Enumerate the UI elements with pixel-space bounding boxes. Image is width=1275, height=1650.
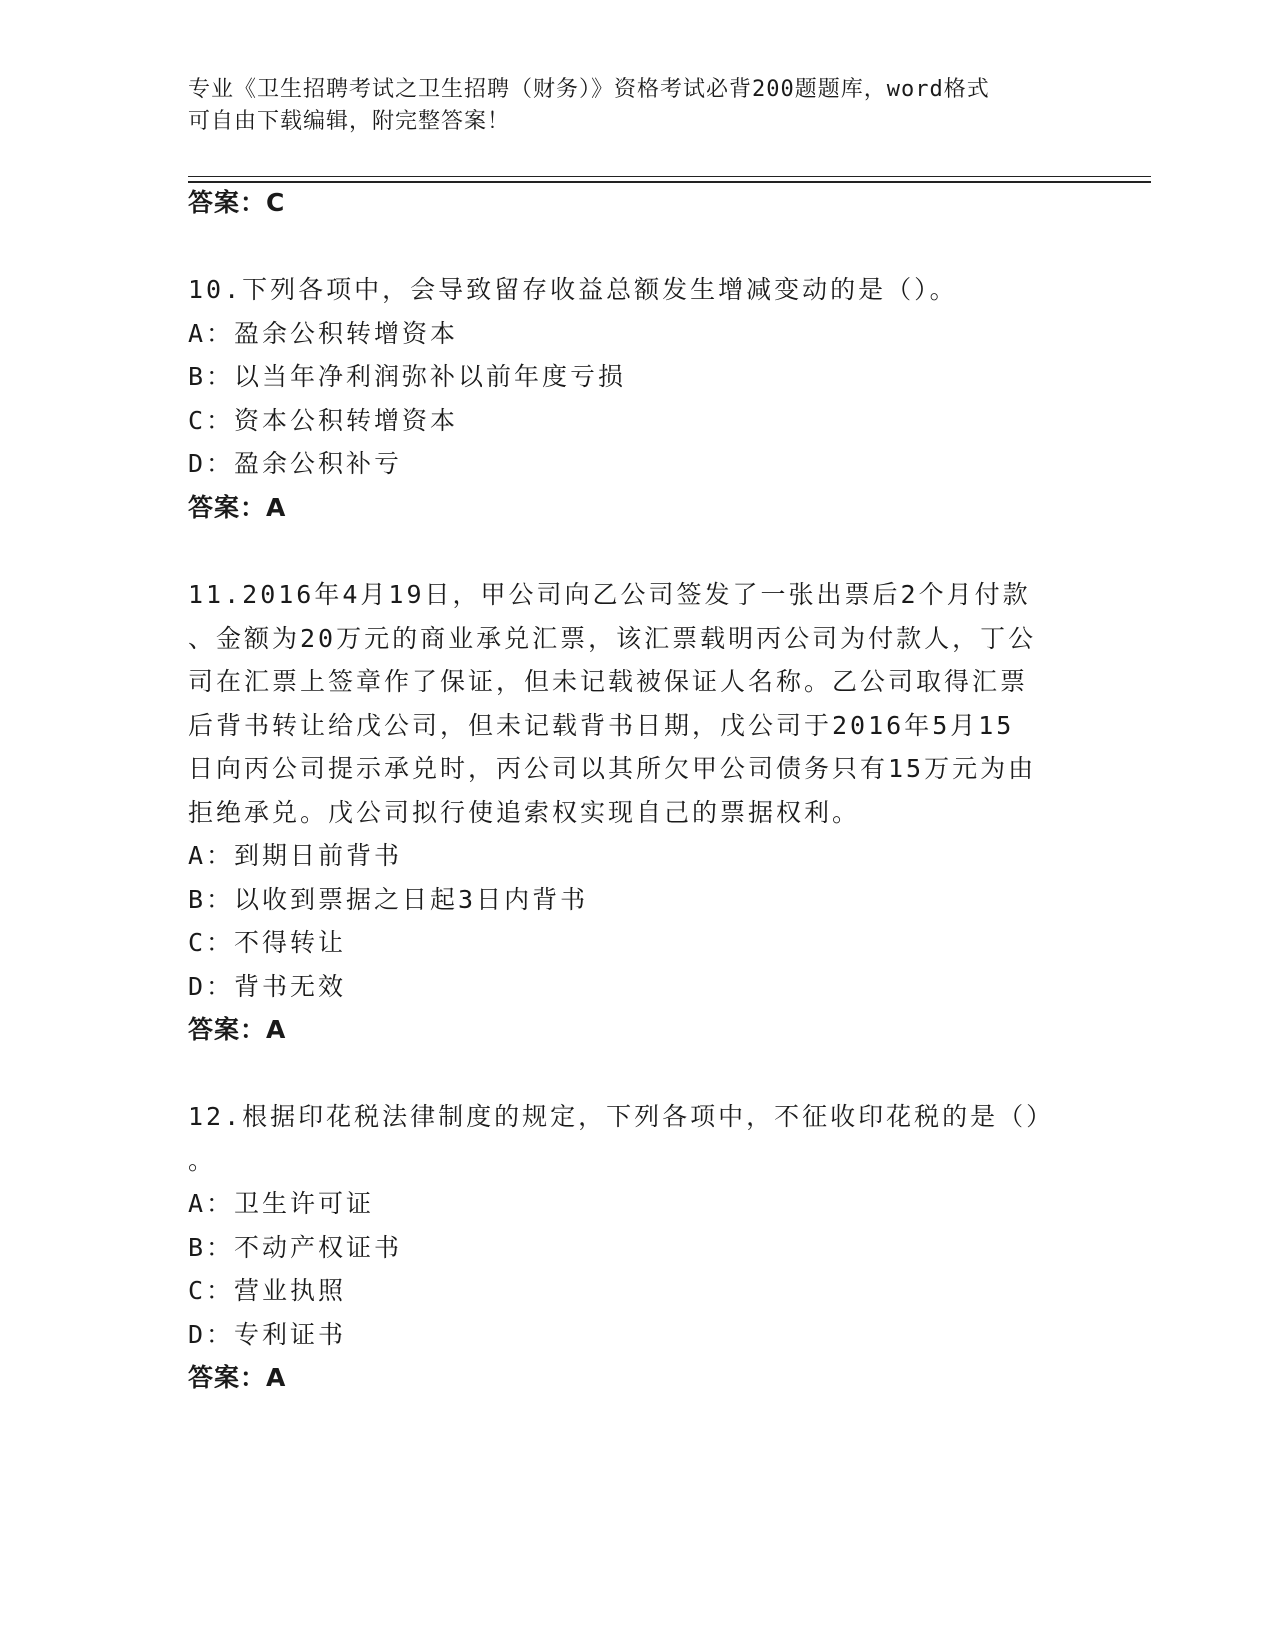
document-header <box>188 74 1088 138</box>
question-11-option-d: D：背书无效 <box>188 972 347 1001</box>
question-12-stem-line-2: 。 <box>188 1146 217 1175</box>
question-12-answer: 答案：A <box>188 1363 287 1392</box>
question-10-option-b: B：以当年净利润弥补以前年度亏损 <box>188 362 627 391</box>
header-line-2: 可自由下载编辑，附完整答案！ <box>188 109 511 134</box>
question-12-option-a: A：卫生许可证 <box>188 1189 375 1218</box>
question-12-option-c: C：营业执照 <box>188 1276 347 1305</box>
answer-previous: 答案：C <box>188 188 286 217</box>
header-divider-thick <box>188 181 1151 183</box>
question-10-option-a: A：盈余公积转增资本 <box>188 319 459 348</box>
question-12-option-b: B：不动产权证书 <box>188 1233 403 1262</box>
question-11-stem-line-4: 后背书转让给戊公司，但未记载背书日期，戊公司于2016年5月15 <box>188 711 1015 740</box>
question-12-option-d: D：专利证书 <box>188 1320 347 1349</box>
question-10-answer: 答案：A <box>188 493 287 522</box>
question-10-stem: 10.下列各项中，会导致留存收益总额发生增减变动的是（）。 <box>188 275 958 304</box>
question-12-stem-line-1: 12.根据印花税法律制度的规定，下列各项中，不征收印花税的是（） <box>188 1102 1055 1131</box>
header-divider-thin <box>188 176 1151 177</box>
question-10-option-d: D：盈余公积补亏 <box>188 449 403 478</box>
question-10-option-c: C：资本公积转增资本 <box>188 406 459 435</box>
question-11-option-a: A：到期日前背书 <box>188 841 403 870</box>
question-11-option-b: B：以收到票据之日起3日内背书 <box>188 885 589 914</box>
question-11-stem-line-2: 、金额为20万元的商业承兑汇票，该汇票载明丙公司为付款人，丁公 <box>188 624 1037 653</box>
question-11-stem-line-3: 司在汇票上签章作了保证，但未记载被保证人名称。乙公司取得汇票 <box>188 667 1029 696</box>
question-11-answer: 答案：A <box>188 1015 287 1044</box>
question-11-stem-line-5: 日向丙公司提示承兑时，丙公司以其所欠甲公司债务只有15万元为由 <box>188 754 1037 783</box>
question-11-option-c: C：不得转让 <box>188 928 347 957</box>
header-line-1: 专业《卫生招聘考试之卫生招聘（财务）》资格考试必背200题题库，word格式 <box>188 77 990 102</box>
question-11-stem-line-1: 11.2016年4月19日，甲公司向乙公司签发了一张出票后2个月付款 <box>188 580 1031 609</box>
question-11-stem-line-6: 拒绝承兑。戊公司拟行使追索权实现自己的票据权利。 <box>188 798 861 827</box>
